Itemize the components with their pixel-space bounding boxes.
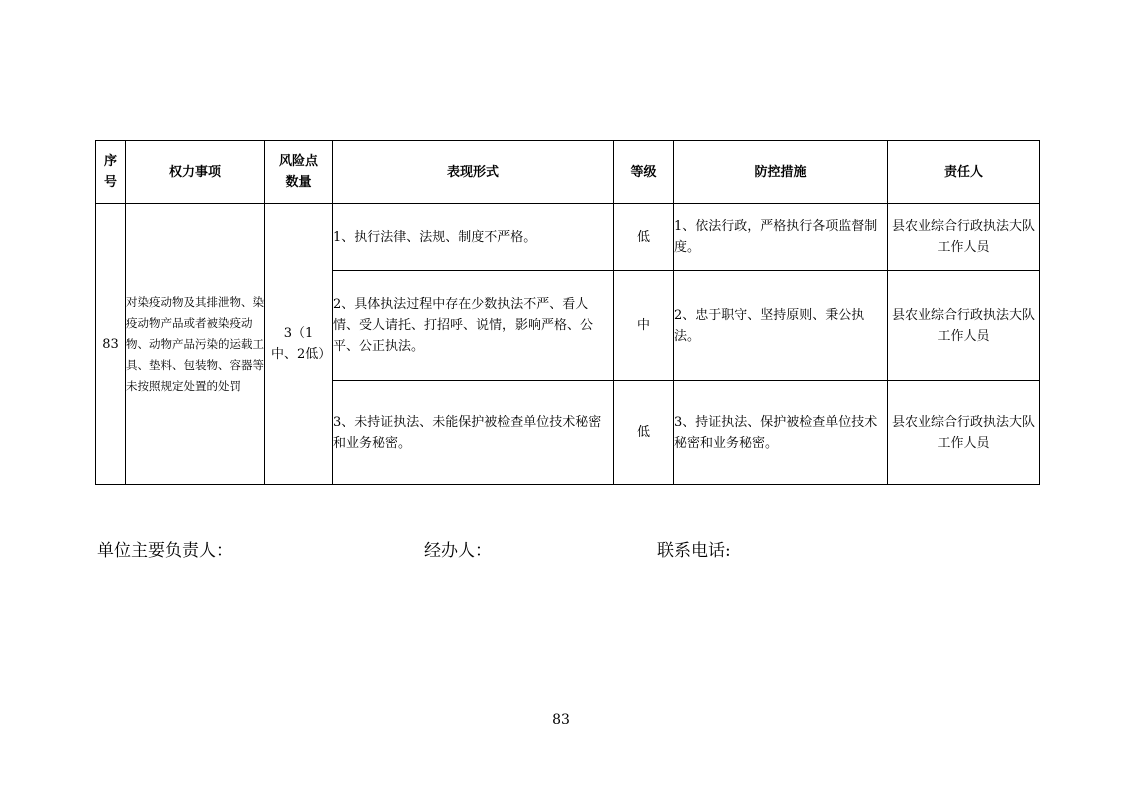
header-risk-count	[265, 141, 333, 204]
header-seq-line1: 序	[103, 154, 117, 169]
risk-form-3: 3、未持证执法、未能保护被检查单位技术秘密和业务秘密。	[333, 381, 614, 485]
risk-measure-2: 2、忠于职守、坚持原则、秉公执法。	[674, 271, 888, 381]
row-item: 对染疫动物及其排泄物、染疫动物产品或者被染疫动物、动物产品污染的运载工具、垫料、包装物、容器等未按照规定处置的处罚	[126, 204, 265, 485]
table-header-row	[96, 141, 1040, 204]
header-risk-count-line2: 数量	[285, 175, 312, 190]
risk-measure-1: 1、依法行政，严格执行各项监督制度。	[674, 204, 888, 271]
phone-label: 联系电话:	[657, 541, 731, 561]
risk-form-1: 1、执行法律、法规、制度不严格。	[333, 204, 614, 271]
risk-responsible-2: 县农业综合行政执法大队工作人员	[888, 271, 1040, 381]
page-number: 83	[552, 712, 570, 728]
header-seq-line2: 号	[103, 175, 117, 190]
risk-measure-3: 3、持证执法、保护被检查单位技术秘密和业务秘密。	[674, 381, 888, 485]
row-risk-count: 3（1中、2低）	[265, 204, 333, 485]
risk-responsible-3: 县农业综合行政执法大队工作人员	[888, 381, 1040, 485]
header-seq	[96, 141, 126, 204]
handler-label: 经办人：	[424, 541, 492, 561]
unit-head-label: 单位主要负责人：	[97, 541, 233, 561]
risk-responsible-1: 县农业综合行政执法大队工作人员	[888, 204, 1040, 271]
header-responsible: 责任人	[888, 141, 1040, 204]
risk-form-2: 2、具体执法过程中存在少数执法不严、看人情、受人请托、打招呼、说情，影响严格、公平、公正执法。	[333, 271, 614, 381]
risk-level-1: 低	[614, 204, 674, 271]
table-row	[96, 204, 1040, 271]
risk-level-2: 中	[614, 271, 674, 381]
row-seq: 83	[96, 204, 126, 485]
risk-level-3: 低	[614, 381, 674, 485]
header-form: 表现形式	[333, 141, 614, 204]
header-risk-count-line1: 风险点	[278, 154, 318, 169]
header-measures: 防控措施	[674, 141, 888, 204]
header-item: 权力事项	[126, 141, 265, 204]
risk-table	[95, 140, 1040, 485]
header-level: 等级	[614, 141, 674, 204]
